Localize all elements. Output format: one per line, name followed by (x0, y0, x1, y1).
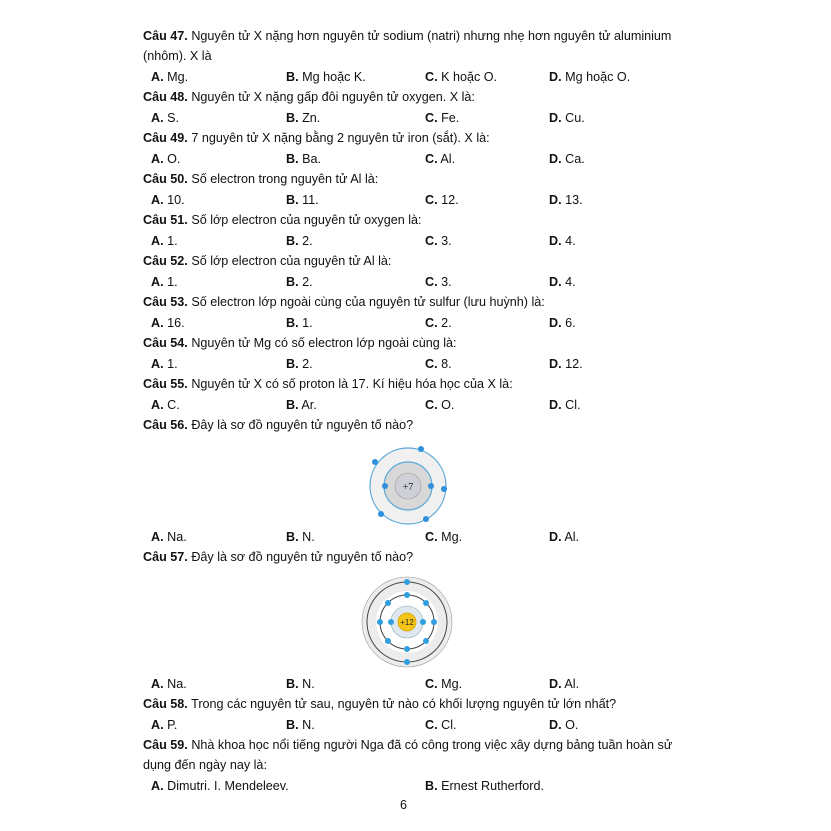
options-56 (151, 529, 711, 545)
options-58 (151, 717, 711, 733)
options-49 (151, 151, 711, 167)
option-c[interactable]: C. Mg. (425, 530, 463, 544)
nucleus-label: +12 (400, 618, 414, 627)
option-b[interactable]: B. N. (286, 677, 315, 691)
nucleus-label: +7 (402, 482, 414, 493)
electron (388, 619, 394, 625)
electron (378, 511, 384, 517)
option-c[interactable]: C. 8. (425, 357, 452, 371)
option-d[interactable]: D. Cu. (549, 111, 585, 125)
option-b[interactable]: B. 11. (286, 193, 319, 207)
electron (404, 659, 410, 665)
electron (404, 646, 410, 652)
question-49: Câu 49. 7 nguyên tử X nặng bằng 2 nguyên tử iron (sắt). X là: (143, 131, 490, 145)
option-a[interactable]: A. 1. (151, 275, 178, 289)
question-58: Câu 58. Trong các nguyên tử sau, nguyên tử nào có khối lượng nguyên tử lớn nhất? (143, 697, 617, 711)
option-a[interactable]: A. C. (151, 398, 180, 412)
option-c[interactable]: C. Fe. (425, 111, 460, 125)
electron (441, 486, 447, 492)
option-b[interactable]: B. 2. (286, 357, 313, 371)
electron (423, 516, 429, 522)
option-d[interactable]: D. 12. (549, 357, 583, 371)
option-b[interactable]: B. Ar. (286, 398, 317, 412)
question-55: Câu 55. Nguyên tử X có số proton là 17. Kí hiệu hóa học của X là: (143, 377, 513, 391)
option-a[interactable]: A. 1. (151, 357, 178, 371)
options-51 (151, 233, 711, 249)
question-57: Câu 57. Đây là sơ đồ nguyên tử nguyên tố nào? (143, 550, 414, 564)
electron (418, 446, 424, 452)
option-b[interactable]: B. Ernest Rutherford. (425, 779, 544, 793)
atom-diagram-magnesium (358, 573, 456, 671)
option-d[interactable]: D. 4. (549, 275, 576, 289)
question-56: Câu 56. Đây là sơ đồ nguyên tử nguyên tố nào? (143, 418, 414, 432)
option-d[interactable]: D. 13. (549, 193, 583, 207)
option-a[interactable]: A. 1. (151, 234, 178, 248)
options-59 (151, 778, 711, 794)
electron (372, 459, 378, 465)
options-48 (151, 110, 711, 126)
option-d[interactable]: D. Al. (549, 530, 580, 544)
electron (428, 483, 434, 489)
option-b[interactable]: B. 2. (286, 234, 313, 248)
option-a[interactable]: A. Mg. (151, 70, 189, 84)
question-59: Câu 59. Nhà khoa học nổi tiếng người Nga đã có công trong việc xây dựng bảng tuần hoàn sử (143, 738, 673, 752)
atom-diagram-nitrogen (365, 443, 451, 529)
option-c[interactable]: C. 3. (425, 275, 452, 289)
question-51: Câu 51. Số lớp electron của nguyên tử oxygen là: (143, 213, 422, 227)
option-d[interactable]: D. Al. (549, 677, 580, 691)
option-c[interactable]: C. 3. (425, 234, 452, 248)
option-a[interactable]: A. P. (151, 718, 178, 732)
option-b[interactable]: B. Mg hoặc K. (286, 70, 366, 84)
electron (423, 638, 429, 644)
option-b[interactable]: B. N. (286, 718, 315, 732)
option-b[interactable]: B. Zn. (286, 111, 321, 125)
option-a[interactable]: A. 10. (151, 193, 185, 207)
electron (420, 619, 426, 625)
option-b[interactable]: B. 1. (286, 316, 313, 330)
question-54: Câu 54. Nguyên tử Mg có số electron lớp ngoài cùng là: (143, 336, 457, 350)
option-a[interactable]: A. 16. (151, 316, 185, 330)
options-52 (151, 274, 711, 290)
option-d[interactable]: D. Mg hoặc O. (549, 70, 631, 84)
page-number: 6 (400, 798, 408, 812)
option-a[interactable]: A. Dimutri. I. Mendeleev. (151, 779, 289, 793)
question-53: Câu 53. Số electron lớp ngoài cùng của nguyên tử sulfur (lưu huỳnh) là: (143, 295, 545, 309)
question-47-cont: (nhôm). X là (143, 49, 212, 63)
question-50: Câu 50. Số electron trong nguyên tử Al là: (143, 172, 379, 186)
option-a[interactable]: A. Na. (151, 677, 187, 691)
option-c[interactable]: C. O. (425, 398, 455, 412)
question-59-cont: dụng đến ngày nay là: (143, 758, 267, 772)
option-d[interactable]: D. O. (549, 718, 579, 732)
electron (377, 619, 383, 625)
question-52: Câu 52. Số lớp electron của nguyên tử Al là: (143, 254, 392, 268)
electron (404, 592, 410, 598)
option-d[interactable]: D. Ca. (549, 152, 585, 166)
electron (385, 638, 391, 644)
electron (423, 600, 429, 606)
electron (404, 579, 410, 585)
option-c[interactable]: C. 12. (425, 193, 459, 207)
electron (385, 600, 391, 606)
option-c[interactable]: C. K hoặc O. (425, 70, 498, 84)
question-47: Câu 47. Nguyên tử X nặng hơn nguyên tử sodium (natri) nhưng nhẹ hơn nguyên tử aluminium (143, 29, 672, 43)
options-47 (151, 69, 711, 85)
option-b[interactable]: B. 2. (286, 275, 313, 289)
option-d[interactable]: D. 6. (549, 316, 576, 330)
option-d[interactable]: D. 4. (549, 234, 576, 248)
options-57 (151, 676, 711, 692)
question-48: Câu 48. Nguyên tử X nặng gấp đôi nguyên tử oxygen. X là: (143, 90, 475, 104)
option-c[interactable]: C. Al. (425, 152, 456, 166)
option-c[interactable]: C. Mg. (425, 677, 463, 691)
electron (431, 619, 437, 625)
option-d[interactable]: D. Cl. (549, 398, 581, 412)
option-c[interactable]: C. Cl. (425, 718, 457, 732)
options-50 (151, 192, 711, 208)
option-a[interactable]: A. Na. (151, 530, 187, 544)
options-53 (151, 315, 711, 331)
option-c[interactable]: C. 2. (425, 316, 452, 330)
option-a[interactable]: A. S. (151, 111, 179, 125)
electron (382, 483, 388, 489)
option-b[interactable]: B. Ba. (286, 152, 321, 166)
option-a[interactable]: A. O. (151, 152, 181, 166)
option-b[interactable]: B. N. (286, 530, 315, 544)
options-54 (151, 356, 711, 372)
options-55 (151, 397, 711, 413)
